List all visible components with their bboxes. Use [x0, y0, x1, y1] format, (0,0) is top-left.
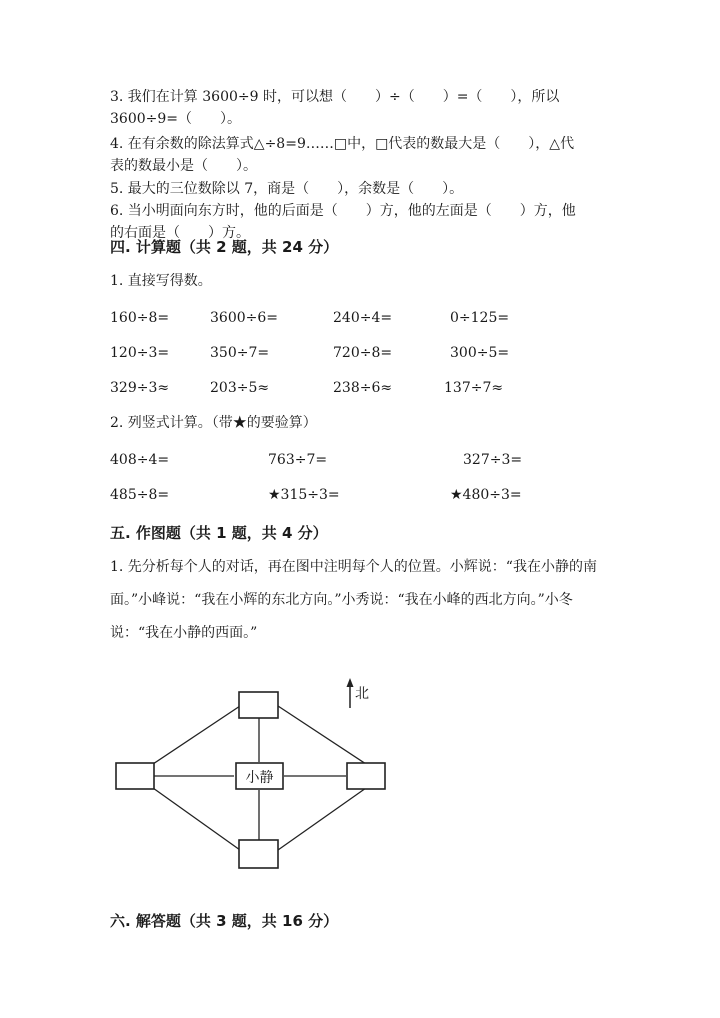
vertical-calc-item: 327÷3= — [463, 452, 523, 468]
question-3-line-2: 3600÷9=（ ）。 — [110, 111, 241, 127]
section-6-heading: 六. 解答题（共 3 题，共 16 分） — [110, 912, 339, 930]
north-label: 北 — [355, 686, 369, 702]
vertical-calc-item: ★480÷3= — [450, 487, 522, 503]
center-label: 小静 — [245, 770, 274, 786]
north-arrow-head-icon — [347, 678, 354, 687]
calc-item: 329÷3≈ — [110, 380, 170, 396]
calc-item: 203÷5≈ — [210, 380, 270, 396]
question-5: 5. 最大的三位数除以 7，商是（ ），余数是（ ）。 — [110, 181, 464, 197]
calc-item: 137÷7≈ — [444, 380, 504, 396]
section-4-q1-title: 1. 直接写得数。 — [110, 273, 212, 289]
vertical-calc-item: 763÷7= — [268, 452, 328, 468]
south-position-box — [239, 840, 278, 868]
question-3-line-1: 3. 我们在计算 3600÷9 时，可以想（ ）÷（ ）=（ ），所以 — [110, 89, 560, 105]
section-4-heading: 四. 计算题（共 2 题，共 24 分） — [110, 238, 339, 256]
calc-item: 238÷6≈ — [333, 380, 393, 396]
question-4-line-1: 4. 在有余数的除法算式△÷8=9……□中，□代表的数最大是（ ），△代 — [110, 136, 575, 152]
vertical-calc-item: 408÷4= — [110, 452, 170, 468]
connector-line — [153, 706, 240, 764]
calc-item: 3600÷6= — [210, 310, 278, 326]
calc-item: 240÷4= — [333, 310, 393, 326]
connector-line — [153, 788, 240, 850]
north-position-box — [239, 692, 278, 718]
vertical-calc-item: 485÷8= — [110, 487, 170, 503]
calc-item: 0÷125= — [450, 310, 510, 326]
east-position-box — [347, 763, 385, 789]
section-5-q1-text: 1. 先分析每个人的对话，再在图中注明每个人的位置。小辉说：“我在小静的南面。”小峰说：“我在小辉的东北方向。”小秀说：“我在小峰的西北方向。”小冬说：“我在小静的西面。” — [110, 559, 597, 641]
calc-item: 720÷8= — [333, 345, 393, 361]
connector-line — [278, 788, 366, 850]
connector-line — [278, 706, 366, 764]
question-6-line-2: 的右面是（ ）方。 — [110, 225, 250, 241]
question-6-line-1: 6. 当小明面向东方时，他的后面是（ ）方，他的左面是（ ）方，他 — [110, 203, 576, 219]
calc-item: 350÷7= — [210, 345, 270, 361]
question-4-line-2: 表的数最小是（ ）。 — [110, 158, 257, 174]
section-5-heading: 五. 作图题（共 1 题，共 4 分） — [110, 524, 328, 542]
calc-item: 300÷5= — [450, 345, 510, 361]
vertical-calc-item: ★315÷3= — [268, 487, 340, 503]
west-position-box — [116, 763, 154, 789]
calc-item: 160÷8= — [110, 310, 170, 326]
calc-item: 120÷3= — [110, 345, 170, 361]
section-4-q2-title: 2. 列竖式计算。（带★的要验算） — [110, 415, 317, 431]
